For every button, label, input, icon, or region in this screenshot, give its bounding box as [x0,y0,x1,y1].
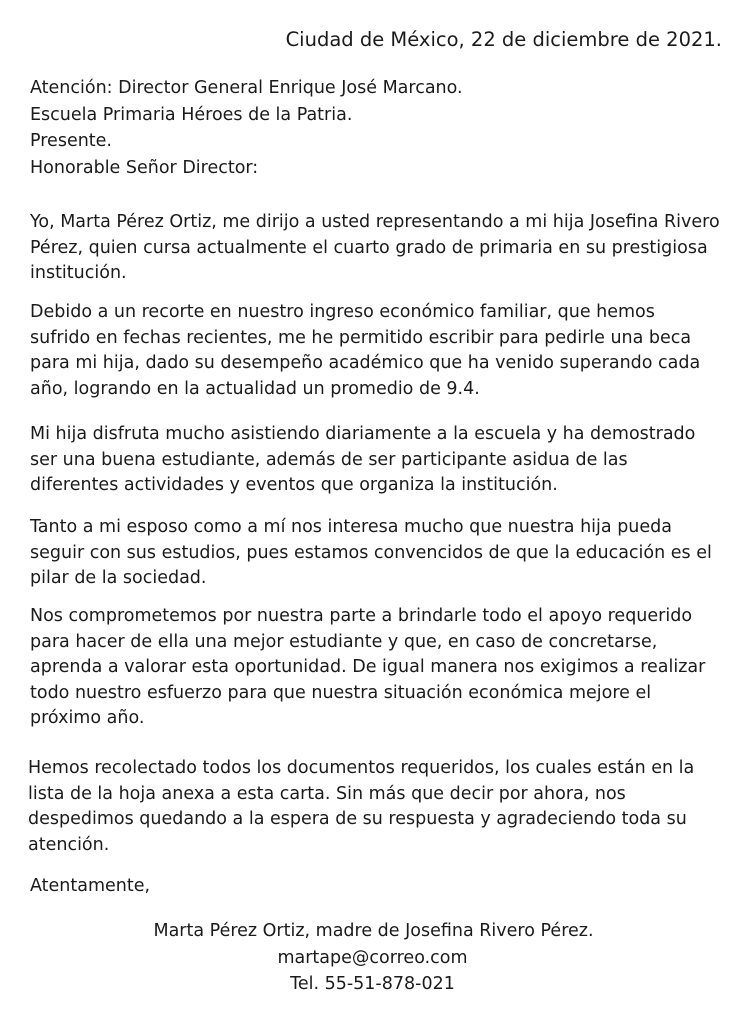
letter-header [30,75,720,181]
letter-date: Ciudad de México, 22 de diciembre de 2021. [285,28,722,51]
signature-block [0,918,745,998]
signature-email: martape@correo.com [277,947,468,968]
signature-phone: Tel. 55-51-878-021 [290,974,455,994]
body-paragraph-family: Tanto a mi esposo como a mí nos interesa mucho que nuestra hija pueda seguir con sus estudios, pues estamos convencidos de que la educación es el pilar de la sociedad. [30,517,712,588]
attention-line: Atención: Director General Enrique José Marcano. [30,78,463,98]
signature-name: Marta Pérez Ortiz, madre de Josefina Rivero Pérez. [153,921,594,941]
closing-line: Atentamente, [30,876,151,896]
body-paragraph-documents: Hemos recolectado todos los documentos requeridos, los cuales están en la lista de la hoja anexa a esta carta. Sin más que decir por ahora, nos despedimos quedando a la espera de su respuesta y agradeciendo toda su atención. [28,758,695,855]
body-paragraph-introduction: Yo, Marta Pérez Ortiz, me dirijo a usted representando a mi hija Josefina Rivero Pérez, quien cursa actualmente el cuarto grado de primaria en su prestigiosa institución. [30,212,720,283]
present-line: Presente. [30,131,112,151]
body-paragraph-commitment: Nos comprometemos por nuestra parte a brindarle todo el apoyo requerido para hacer de ella una mejor estudiante y que, en caso de concretarse, aprenda a valorar esta oportunidad. De igual manera nos exigimos a realizar todo nuestro esfuerzo para que nuestra situación económica mejore el próximo año. [30,606,706,728]
body-paragraph-request: Debido a un recorte en nuestro ingreso económico familiar, que hemos sufrido en fechas recientes, me he permitido escribir para pedirle una beca para mi hija, dado su desempeño académico que ha venido superando cada año, logrando en la actualidad un promedio de 9.4. [30,302,701,399]
school-line: Escuela Primaria Héroes de la Patria. [30,104,353,125]
salutation-line: Honorable Señor Director: [30,157,259,178]
body-paragraph-student: Mi hija disfruta mucho asistiendo diariamente a la escuela y ha demostrado ser una buena estudiante, además de ser participante asidua de las diferentes actividades y eventos que organiza la institución. [30,424,696,495]
